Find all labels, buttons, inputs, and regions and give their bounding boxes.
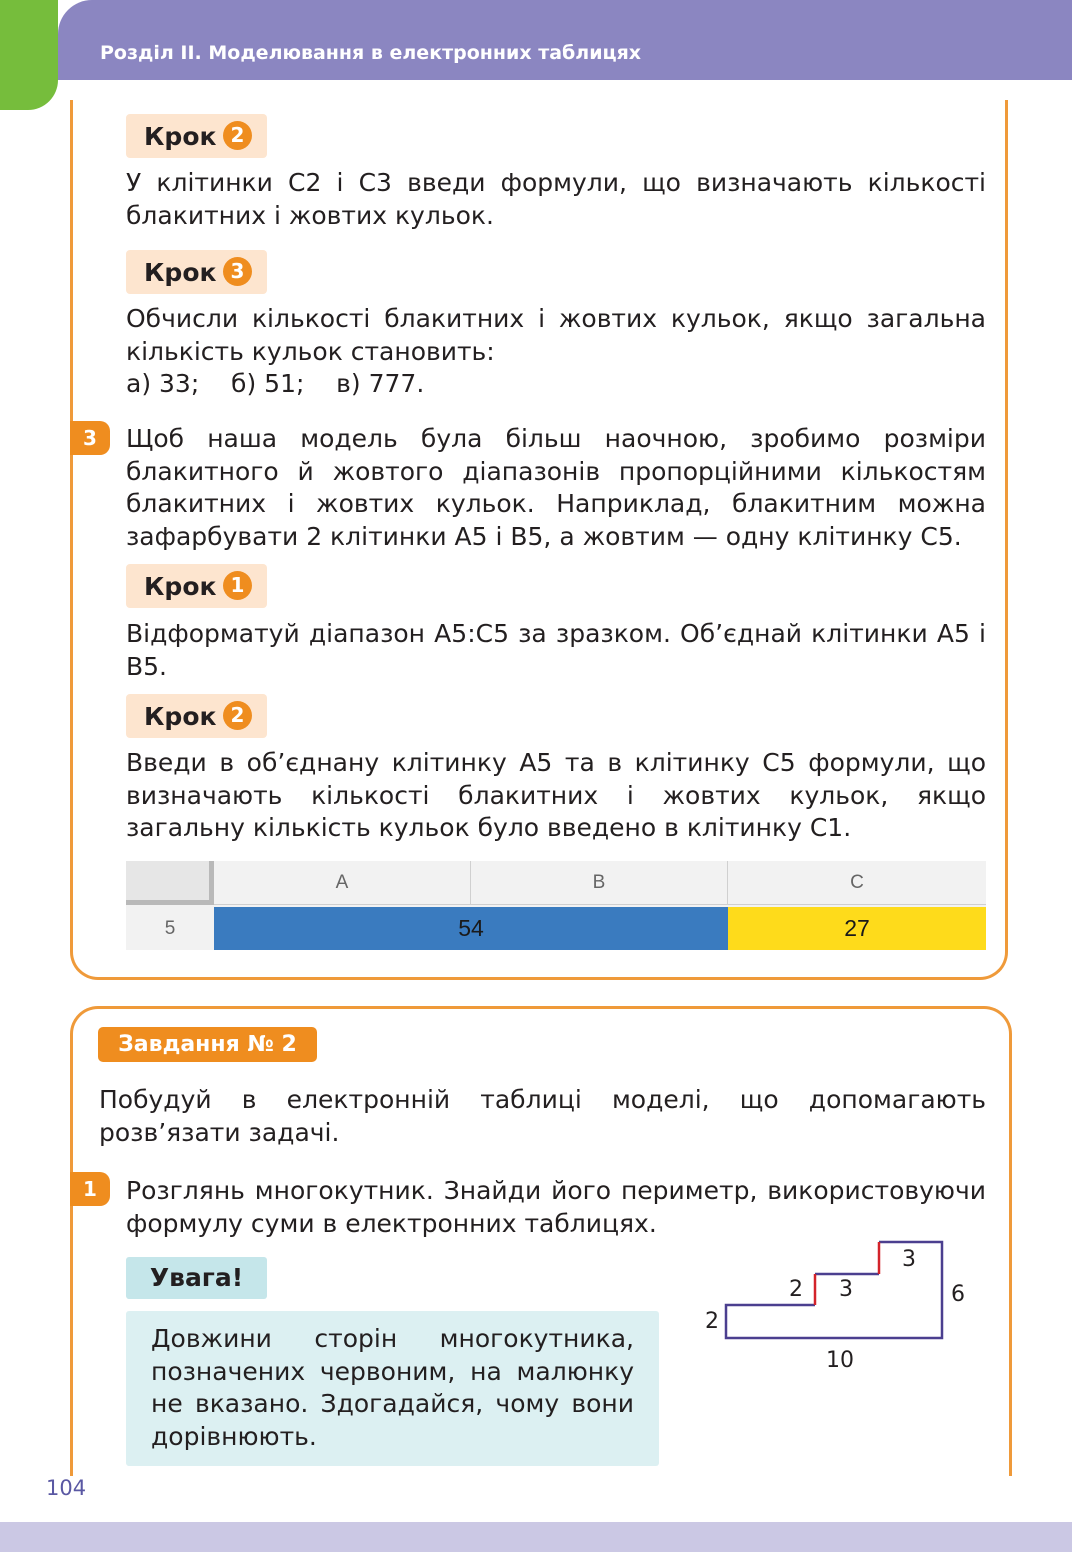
item-3-text: Щоб наша модель була більш наочною, зробимо розміри блакитного й жовтого діапазонів пропорційними кількостям блакитних і жовтих кульок. Наприклад, блакитним можна зафарбувати 2 клітинки A5 і B5, а жовтим — одну клітинку C5. (126, 424, 986, 551)
step-badge-2a (126, 114, 267, 158)
step-2b-text: Введи в об’єднану клітинку A5 та в клітинку C5 формули, що визначають кількості блакитних і жовтих кульок, якщо загальну кількість кульок було введено в клітинку C1. (126, 748, 986, 842)
polygon-figure (690, 1228, 990, 1378)
step-3-options: а) 33; б) 51; в) 777. (126, 369, 425, 398)
task-2-badge: Завдання № 2 (98, 1027, 317, 1062)
attention-note-text: Довжини сторін многокутника, позначених червоним, на малюнку не вказано. Здогадайся, чому вони дорівнюють. (151, 1324, 634, 1451)
corner-cell (126, 861, 214, 905)
step-label: Крок (144, 122, 217, 151)
side-label-right: 6 (951, 1282, 965, 1307)
page-header (58, 0, 1072, 80)
page-number: 104 (46, 1476, 87, 1500)
side-label-step-width: 3 (839, 1277, 853, 1302)
spreadsheet-sample (126, 861, 986, 950)
footer-bar (0, 1522, 1072, 1552)
step-label: Крок (144, 702, 217, 731)
column-header-c: C (728, 861, 986, 905)
row-header-5: 5 (164, 918, 176, 939)
step-label: Крок (144, 572, 217, 601)
green-corner-tab (0, 0, 58, 110)
step-badge-2b (126, 694, 267, 738)
step-2a-text: У клітинки C2 і C3 введи формули, що визначають кількості блакитних і жовтих кульок. (126, 168, 986, 230)
attention-note (126, 1311, 659, 1466)
item-number-badge: 3 (70, 421, 110, 455)
side-label-step-height: 2 (789, 1277, 803, 1302)
chapter-title: Розділ ІІ. Моделювання в електронних таблицях (100, 42, 642, 64)
attention-badge: Увага! (126, 1257, 267, 1299)
step-3-text: Обчисли кількості блакитних і жовтих кульок, якщо загальна кількість кульок становить: (126, 304, 986, 366)
step-number: 1 (223, 571, 252, 600)
merged-cell-a5-b5: 54 (214, 907, 728, 950)
task-2-intro: Побудуй в електронній таблиці моделі, що допомагають розв’язати задачі. (99, 1085, 986, 1147)
step-1-text: Відформатуй діапазон A5:C5 за зразком. Об’єднай клітинки A5 і B5. (126, 619, 986, 681)
side-label-bottom: 10 (826, 1348, 854, 1373)
task-2-item-1-text: Розглянь многокутник. Знайди його периметр, використовуючи формулу суми в електронних таблицях. (126, 1176, 986, 1238)
step-number: 2 (223, 121, 252, 150)
column-header-b: B (471, 861, 728, 905)
step-number: 3 (223, 257, 252, 286)
side-label-left: 2 (705, 1309, 719, 1334)
cell-c5: 27 (728, 907, 986, 950)
step-badge-1 (126, 564, 267, 608)
column-header-a: A (214, 861, 471, 905)
step-badge-3 (126, 250, 267, 294)
step-number: 2 (223, 701, 252, 730)
side-label-top: 3 (902, 1247, 916, 1272)
item-number-badge: 1 (70, 1172, 110, 1206)
step-label: Крок (144, 258, 217, 287)
